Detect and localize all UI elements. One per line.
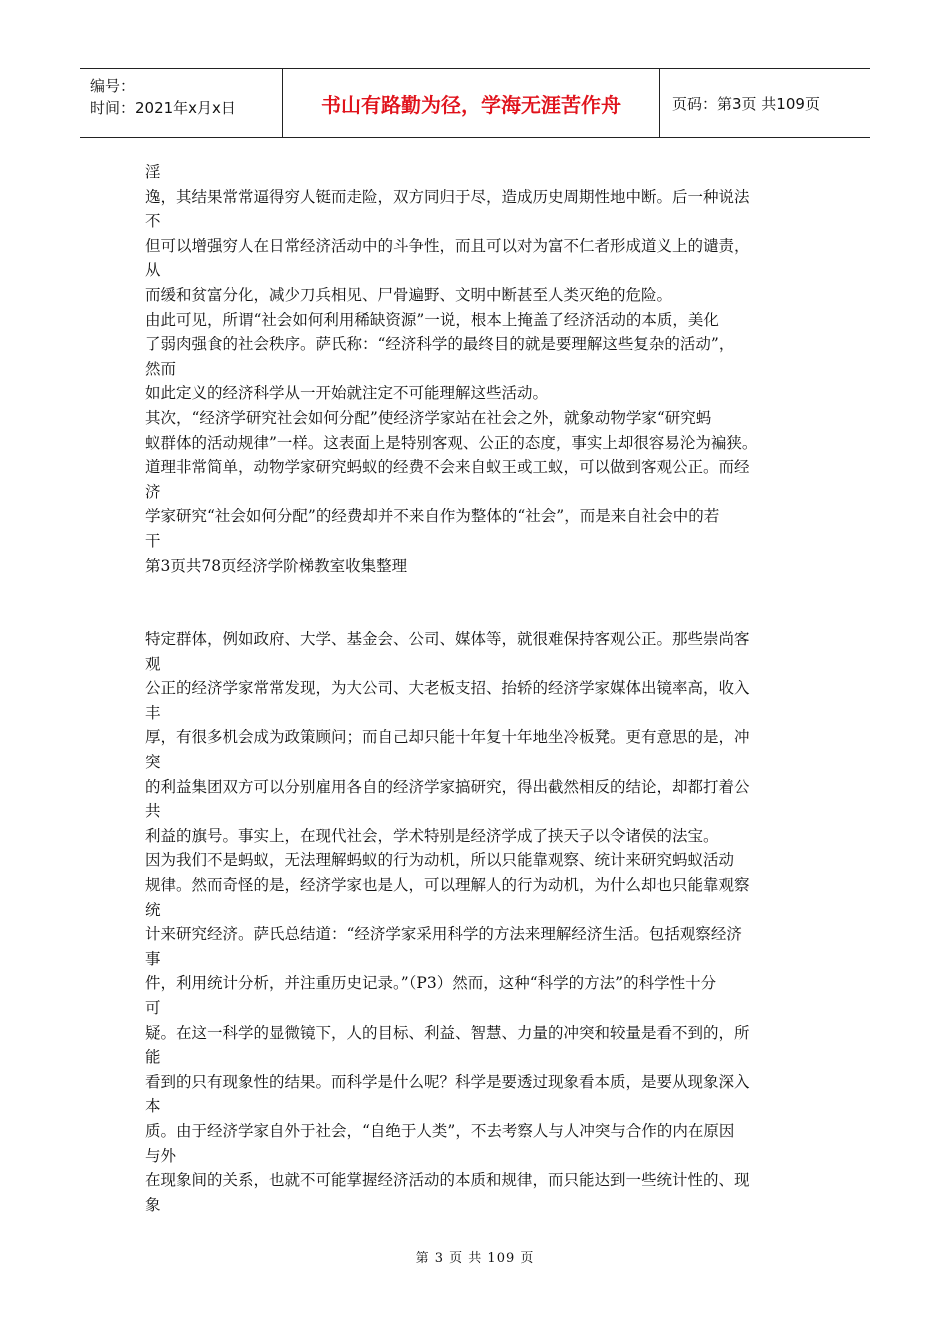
text-line: 其次，“经济学研究社会如何分配”使经济学家站在社会之外，就象动物学家“研究蚂 [145,408,712,427]
text-line: 逸，其结果常常逼得穷人铤而走险，双方同归于尽，造成历史周期性地中断。后一种说法 [145,187,750,206]
text-line: 干 [145,531,161,550]
text-line: 计来研究经济。萨氏总结道：“经济学家采用科学的方法来理解经济生活。包括观察经济 [145,925,742,944]
text-line: 公正的经济学家常常发现，为大公司、大老板支招、抬轿的经济学家媒体出镜率高，收入 [145,679,750,698]
text-line: 与外 [145,1146,177,1165]
text-line: 道理非常简单，动物学家研究蚂蚁的经费不会来自蚁王或工蚁，可以做到客观公正。而经 [145,458,750,477]
text-line: 事 [145,949,161,968]
text-line: 能 [145,1048,161,1067]
text-line: 淫 [145,163,161,181]
text-line: 疑。在这一科学的显微镜下，人的目标、利益、智慧、力量的冲突和较量是看不到的，所 [145,1023,750,1042]
text-line: 特定群体，例如政府、大学、基金会、公司、媒体等，就很难保持客观公正。那些崇尚客 [145,630,750,649]
text-line: 规律。然而奇怪的是，经济学家也是人，可以理解人的行为动机，为什么却也只能靠观察 [145,876,750,895]
text-block-1 [145,160,815,578]
text-line: 由此可见，所谓“社会如何利用稀缺资源”一说，根本上掩盖了经济活动的本质，美化 [145,310,719,329]
text-line: 厚，有很多机会成为政策顾问；而自己却只能十年复十年地坐冷板凳。更有意思的是，冲 [145,728,750,747]
text-line: 共 [145,802,161,821]
text-line: 利益的旗号。事实上，在现代社会，学术特别是经济学成了挟天子以令诸侯的法宝。 [145,826,719,845]
text-block-2 [145,627,815,1217]
text-line: 统 [145,900,161,919]
document-body [145,160,815,1217]
text-line: 看到的只有现象性的结果。而科学是什么呢？科学是要透过现象看本质，是要从现象深入 [145,1072,750,1091]
page-footer: 第 3 页 共 109 页 [415,1251,535,1266]
text-line: 了弱肉强食的社会秩序。萨氏称：“经济科学的最终目的就是要理解这些复杂的活动”， [145,335,735,354]
text-line: 可 [145,999,161,1017]
text-line: 本 [145,1097,161,1116]
text-line: 的利益集团双方可以分别雇用各自的经济学家搞研究，得出截然相反的结论，却都打着公 [145,777,750,796]
text-line: 因为我们不是蚂蚁，无法理解蚂蚁的行为动机，所以只能靠观察、统计来研究蚂蚁活动 [145,851,735,870]
text-line: 如此定义的经济科学从一开始就注定不可能理解这些活动。 [145,384,549,403]
text-line: 件，利用统计分析，并注重历史记录。”（P3）然而，这种“科学的方法”的科学性十分 [145,974,717,993]
text-line: 但可以增强穷人在日常经济活动中的斗争性，而且可以对为富不仁者形成道义上的谴责， [145,236,750,255]
text-line: 丰 [145,703,161,722]
text-line: 不 [145,212,161,231]
time-label: 时间：2021年x月x日 [90,99,236,117]
header-page-info: 页码：第3页 共109页 [672,94,820,113]
text-line: 济 [145,482,161,501]
number-label: 编号： [90,77,136,95]
text-line: 突 [145,753,161,772]
header-meta [80,69,283,137]
text-line: 在现象间的关系，也就不可能掌握经济活动的本质和规律，而只能达到一些统计性的、现 [145,1171,750,1190]
text-line: 从 [145,261,161,280]
text-line: 观 [145,654,161,673]
header-motto: 书山有路勤为径，学海无涯苦作舟 [283,69,660,137]
section-gap [145,578,815,627]
text-line: 蚁群体的活动规律”一样。这表面上是特别客观、公正的态度，事实上却很容易沦为褊狭。 [145,433,758,452]
text-line: 第3页共78页经济学阶梯教室收集整理 [145,556,408,575]
text-line: 象 [145,1195,161,1214]
text-line: 质。由于经济学家自外于社会，“自绝于人类”，不去考察人与人冲突与合作的内在原因 [145,1121,735,1140]
text-line: 而缓和贫富分化，减少刀兵相见、尸骨遍野、文明中断甚至人类灭绝的危险。 [145,285,673,304]
text-line: 然而 [145,359,177,378]
page-header [80,68,870,138]
text-line: 学家研究“社会如何分配”的经费却并不来自作为整体的“社会”，而是来自社会中的若 [145,507,720,526]
